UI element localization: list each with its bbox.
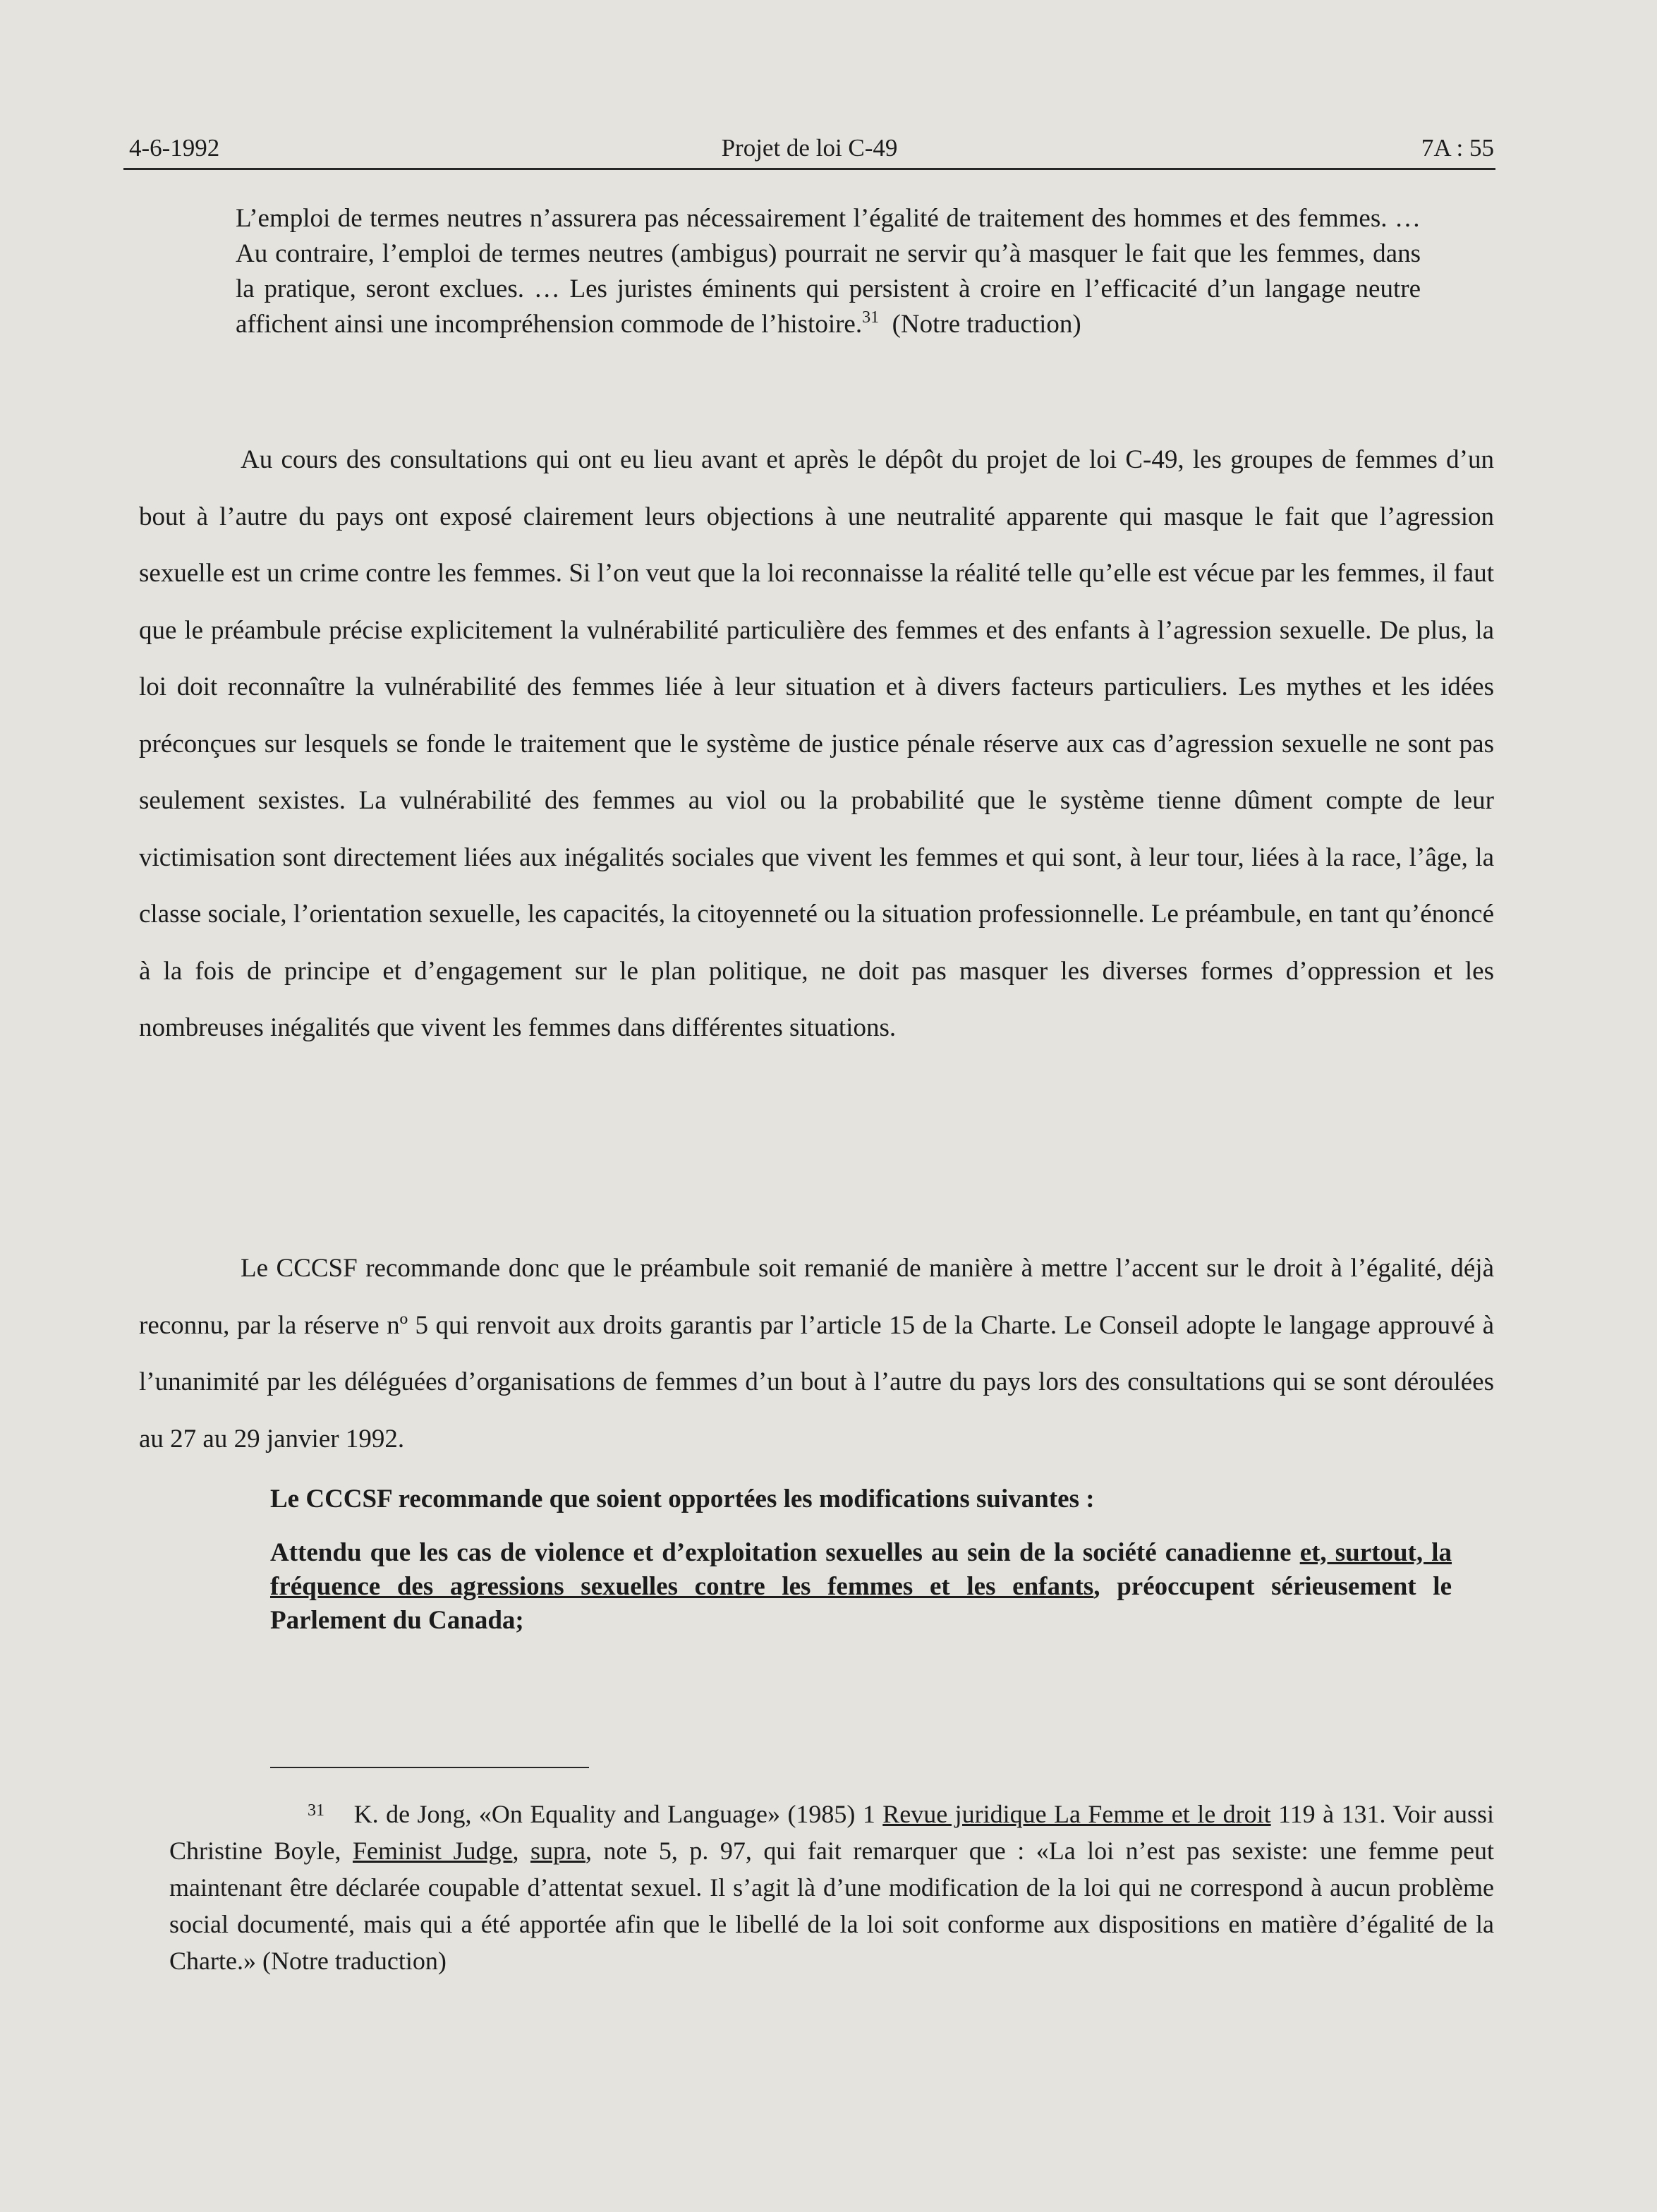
running-header xyxy=(123,126,1495,170)
footnote xyxy=(169,1792,1494,1979)
footnote-text-a: K. de Jong, «On Equality and Language» (1985) 1 xyxy=(353,1800,883,1828)
quote-paragraph xyxy=(236,201,1421,342)
quote-text: L’emploi de termes neutres n’assurera pas nécessairement l’égalité de traitement des hommes et des femmes. … Au contraire, l’emploi de termes neutres (ambigus) pourrait ne servir qu’à masquer le fait que les femmes, dans la pratique, seront exclues. … Les juristes éminents qui persistent à croire en l’efficacité d’un langage neutre affichent ainsi une incompréhension commode de l’histoire. xyxy=(236,204,1421,339)
recommendation-title: Le CCCSF recommande que soient opportées les modifications suivantes : xyxy=(270,1485,1095,1513)
header-page-number: 7A : 55 xyxy=(1421,134,1494,162)
recommendation-underlined-text: et, surtout, la fréquence des agressions sexuelles contre les femmes et les enfants xyxy=(270,1538,1452,1601)
footnote-text-b: 119 à 131. Voir aussi Christine Boyle, xyxy=(169,1800,1495,1865)
header-title: Projet de loi C-49 xyxy=(721,134,898,162)
body-paragraph-1: Au cours des consultations qui ont eu lieu avant et après le dépôt du projet de loi C-49, les groupes de femmes d’un bout à l’autre du pays ont exposé clairement leurs objections à une neutralité apparente qui masque le fait que l’agression sexuelle est un crime contre les femmes. Si l’on veut que la loi reconnaisse la réalité telle qu’elle est vécue par les femmes, il faut que le préambule précise explicitement la vulnérabilité particulière des femmes et des enfants à l’agression sexuelle. De plus, la loi doit reconnaître la vulnérabilité des femmes liée à leur situation et à divers facteurs particuliers. Les mythes et les idées préconçues sur lesquels se fonde le traitement que le système de justice pénale réserve aux cas d’agression sexuelle ne sont pas seulement sexistes. La vulnérabilité des femmes au viol ou la probabilité que le système tienne dûment compte de leur victimisation sont directement liées aux inégalités sociales que vivent les femmes et qui sont, à leur tour, liées à la race, l’âge, la classe sociale, l’orientation sexuelle, les capacités, la citoyenneté ou la situation professionnelle. Le préambule, en tant qu’énoncé à la fois de principe et d’engagement sur le plan politique, ne doit pas masquer les diverses formes d’oppression et les nombreuses inégalités que vivent les femmes dans différentes situations. xyxy=(139,445,1494,1042)
footnote-text-d: , note 5, p. 97, qui fait remarquer que : «La loi n’est pas sexiste: une femme peut maintenant être déclarée coupable d’attentat sexuel. Il s’agit là d’une modification de la loi qui ne correspond à aucun problème social documenté, mais qui a été apportée afin que le libellé de la loi soit conforme aux dispositions en matière d’égalité de la Charte.» (Notre traduction) xyxy=(169,1837,1494,1975)
footnote-paragraph xyxy=(169,1792,1494,1979)
footnote-text-c: , xyxy=(512,1837,530,1865)
body-section-1 xyxy=(139,432,1494,1057)
footnote-book-title: Feminist Judge xyxy=(352,1837,513,1865)
body-section-2 xyxy=(139,1240,1494,1468)
recommendation-text xyxy=(270,1536,1452,1638)
quote-footnote-ref: 31 xyxy=(862,308,880,327)
footnote-supra: supra xyxy=(530,1837,585,1865)
footnote-journal-title: Revue juridique La Femme et le droit xyxy=(882,1800,1271,1828)
quote-suffix: (Notre traduction) xyxy=(892,310,1081,339)
block-quote xyxy=(236,201,1421,342)
recommendation-text-part-1: Attendu que les cas de violence et d’exploitation sexuelles au sein de la société canadienne xyxy=(270,1538,1300,1567)
footnote-number: 31 xyxy=(308,1801,324,1820)
footnote-separator xyxy=(270,1767,589,1768)
body-paragraph-2: Le CCCSF recommande donc que le préambule soit remanié de manière à mettre l’accent sur le droit à l’égalité, déjà reconnu, par la réserve nº 5 qui renvoit aux droits garantis par l’article 15 de la Charte. Le Conseil adopte le langage approuvé à l’unanimité par les déléguées d’organisations de femmes d’un bout à l’autre du pays lors des consultations qui se sont déroulées au 27 au 29 janvier 1992. xyxy=(139,1254,1494,1453)
header-date: 4-6-1992 xyxy=(129,134,220,162)
recommendation-text-part-2: , préoccupent sérieusement le Parlement du Canada; xyxy=(270,1572,1452,1635)
